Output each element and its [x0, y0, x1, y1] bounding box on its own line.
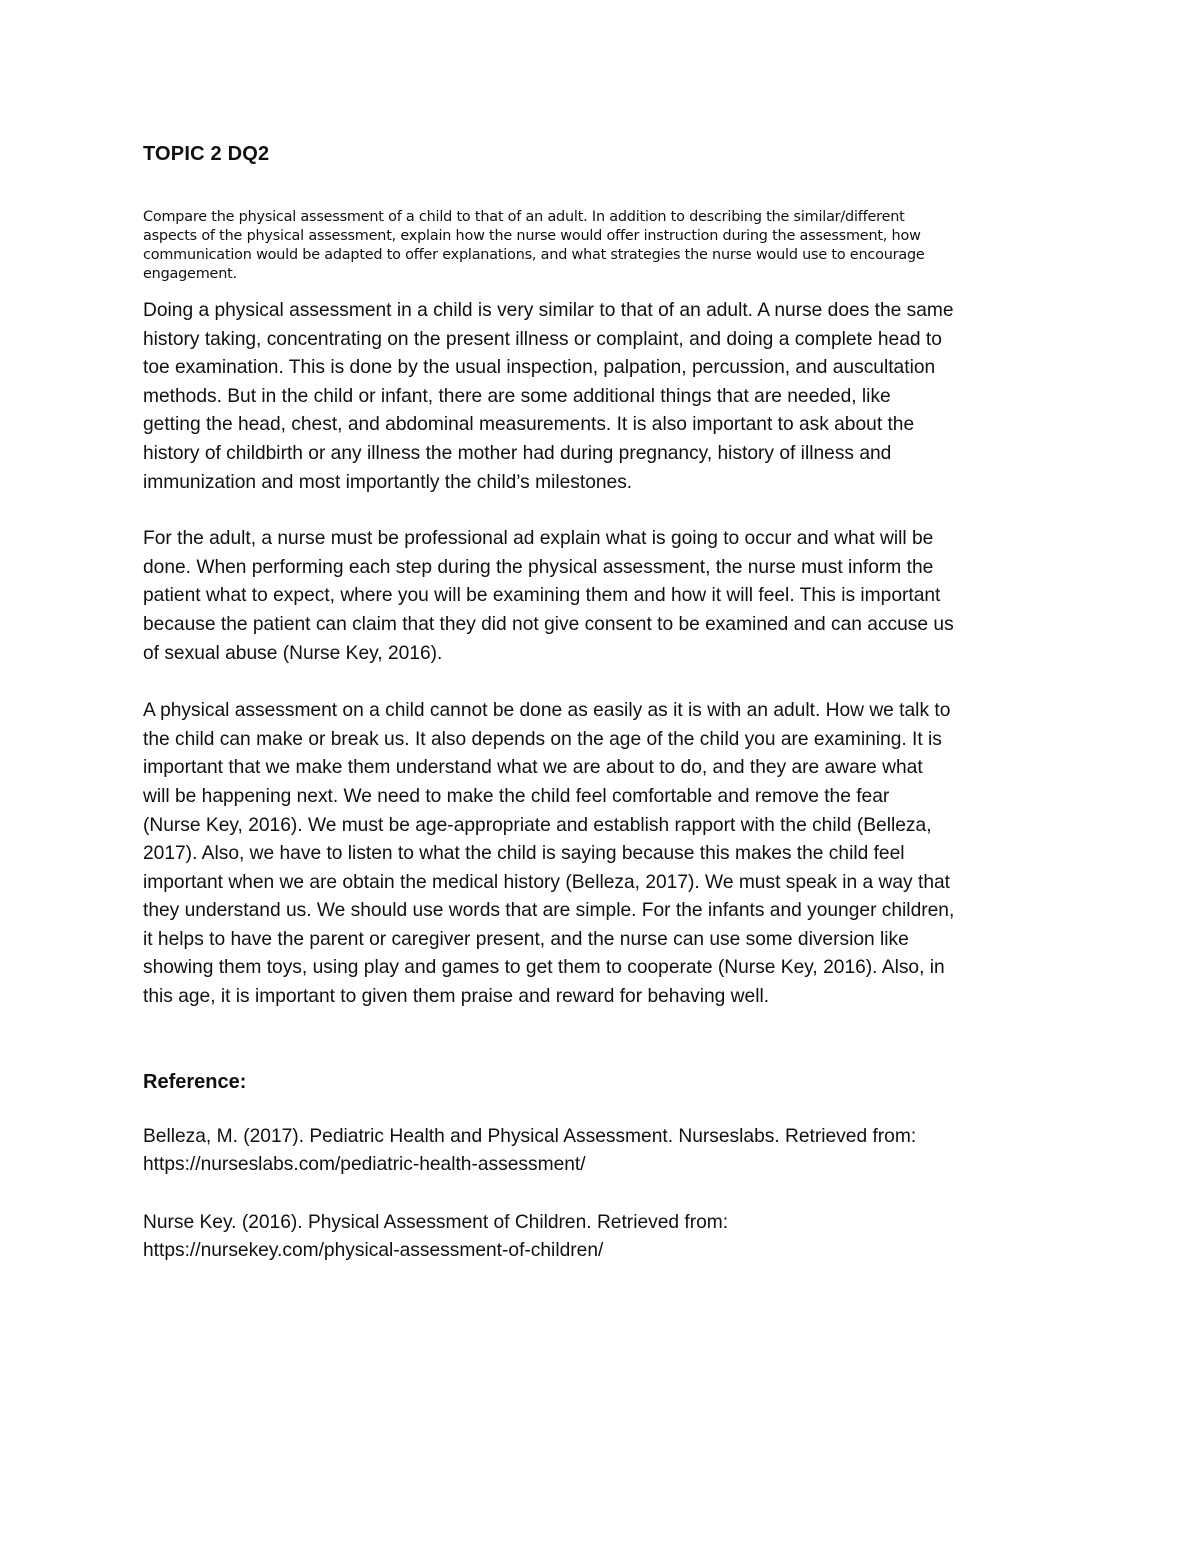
- paragraph-line: done. When performing each step during the physical assessment, the nurse must inform the: [143, 556, 934, 578]
- document-title: TOPIC 2 DQ2: [143, 143, 270, 165]
- paragraph-line: Doing a physical assessment in a child is very similar to that of an adult. A nurse does the same: [143, 300, 954, 321]
- paragraph-line: important when we are obtain the medical history (Belleza, 2017). We must speak in a way that: [143, 871, 950, 893]
- paragraph-line: immunization and most importantly the child’s milestones.: [143, 471, 633, 493]
- prompt-line: aspects of the physical assessment, explain how the nurse would offer instruction during the assessment, how: [143, 228, 921, 244]
- reference-entry-nurse-key: [143, 1209, 1063, 1266]
- paragraph-line: important that we make them understand what we are about to do, and they are aware what: [143, 757, 923, 779]
- paragraph-line: the child can make or break us. It also depends on the age of the child you are examining. It is: [143, 728, 942, 750]
- paragraph-line: they understand us. We should use words that are simple. For the infants and younger children,: [143, 900, 955, 922]
- paragraph-adult: [143, 525, 1063, 668]
- reference-entry-belleza: [143, 1123, 1063, 1180]
- paragraph-line: methods. But in the child or infant, there are some additional things that are needed, like: [143, 385, 891, 407]
- paragraph-line: it helps to have the parent or caregiver present, and the nurse can use some diversion like: [143, 928, 909, 950]
- prompt-line: engagement.: [143, 266, 237, 282]
- paragraph-line: of sexual abuse (Nurse Key, 2016).: [143, 642, 443, 664]
- paragraph-line: history taking, concentrating on the present illness or complaint, and doing a complete head to: [143, 328, 942, 350]
- paragraph-line: For the adult, a nurse must be professional ad explain what is going to occur and what will be: [143, 528, 934, 550]
- paragraph-line: will be happening next. We need to make the child feel comfortable and remove the fear: [143, 785, 890, 807]
- paragraph-line: (Nurse Key, 2016). We must be age-appropriate and establish rapport with the child (Belleza,: [143, 814, 932, 836]
- reference-url: https://nursekey.com/physical-assessment-of-children/: [143, 1240, 604, 1262]
- prompt-line: Compare the physical assessment of a child to that of an adult. In addition to describing the similar/different: [143, 209, 905, 225]
- paragraph-child-vs-adult: [143, 297, 1063, 497]
- paragraph-line: because the patient can claim that they did not give consent to be examined and can accuse us: [143, 613, 954, 635]
- prompt-line: communication would be adapted to offer explanations, and what strategies the nurse would use to encourage: [143, 247, 925, 263]
- paragraph-line: A physical assessment on a child cannot be done as easily as it is with an adult. How we talk to: [143, 700, 951, 722]
- paragraph-child: [143, 697, 1063, 1012]
- reference-url: https://nurseslabs.com/pediatric-health-assessment/: [143, 1154, 586, 1176]
- paragraph-line: 2017). Also, we have to listen to what the child is saying because this makes the child feel: [143, 843, 905, 865]
- paragraph-line: patient what to expect, where you will be examining them and how it will feel. This is important: [143, 585, 941, 607]
- paragraph-line: this age, it is important to given them praise and reward for behaving well.: [143, 986, 770, 1008]
- reference-line: Nurse Key. (2016). Physical Assessment of Children. Retrieved from:: [143, 1211, 729, 1233]
- reference-line: Belleza, M. (2017). Pediatric Health and Physical Assessment. Nurseslabs. Retrieved from:: [143, 1125, 917, 1147]
- discussion-prompt: [143, 208, 1063, 284]
- paragraph-line: history of childbirth or any illness the mother had during pregnancy, history of illness and: [143, 442, 892, 464]
- paragraph-line: toe examination. This is done by the usual inspection, palpation, percussion, and auscultation: [143, 357, 936, 379]
- paragraph-line: showing them toys, using play and games to get them to cooperate (Nurse Key, 2016). Also, in: [143, 957, 945, 979]
- document-page: [143, 140, 1063, 1266]
- reference-heading: Reference:: [143, 1070, 247, 1093]
- paragraph-line: getting the head, chest, and abdominal measurements. It is also important to ask about the: [143, 414, 915, 436]
